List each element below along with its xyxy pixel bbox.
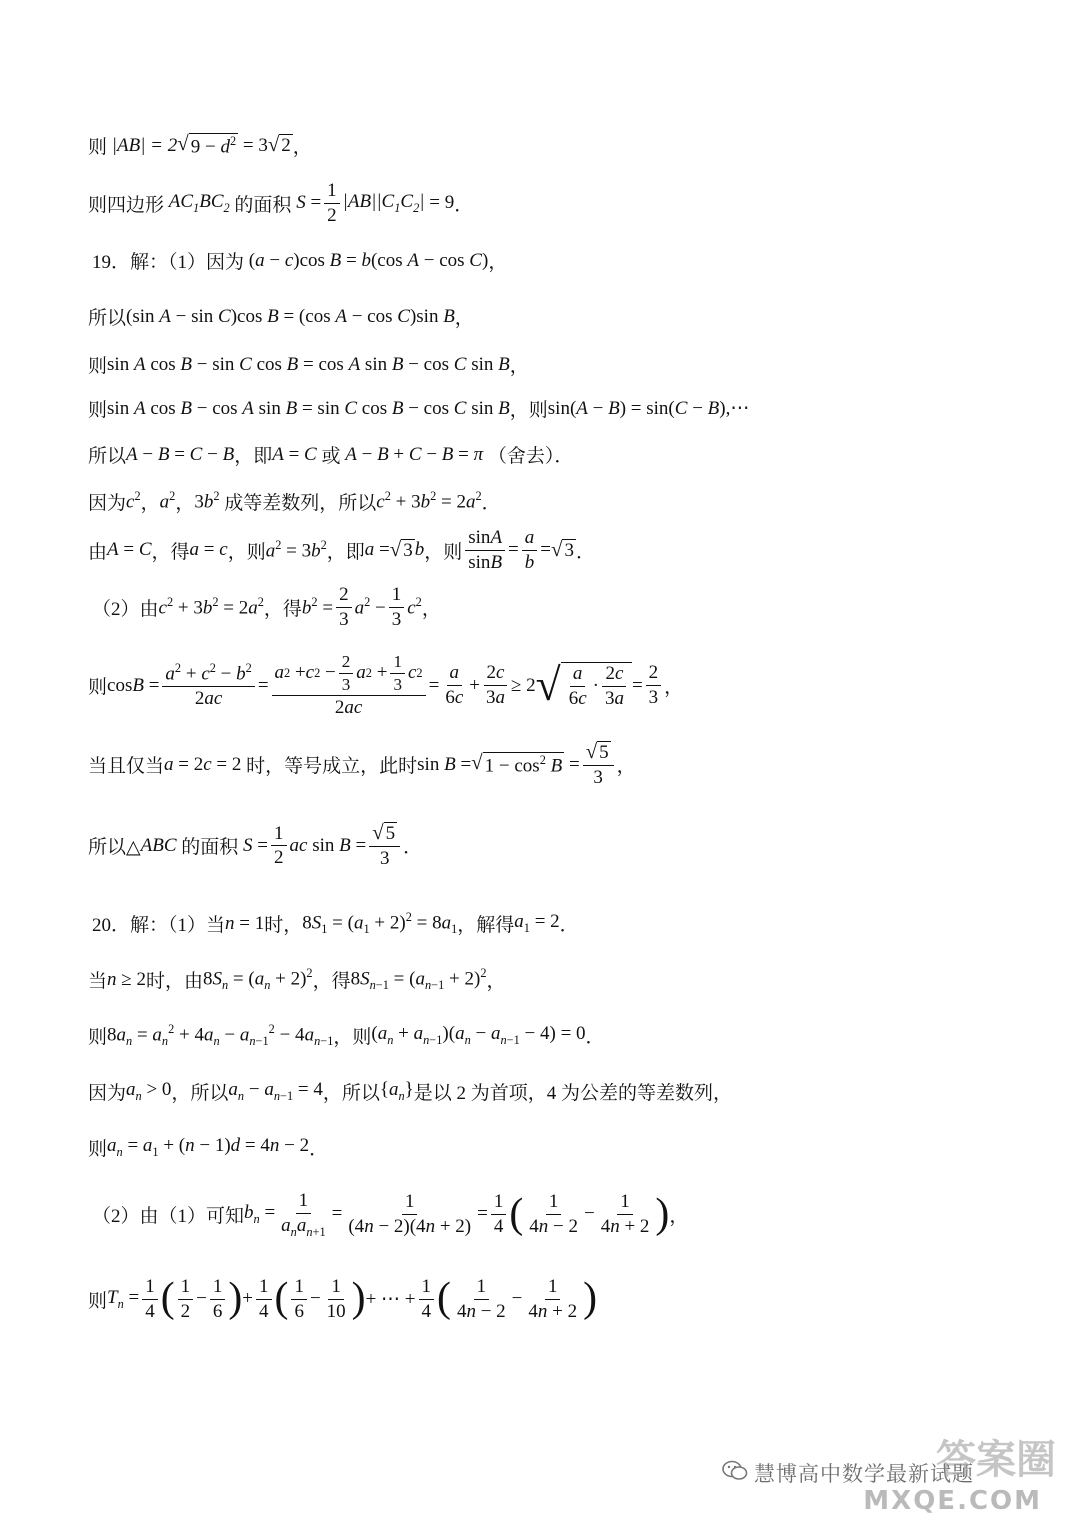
line-20-start (92, 910, 579, 937)
math: $c^2 + 3b^2 = 2a^2$ (158, 595, 264, 619)
math: ≥ 2 (510, 674, 536, 696)
math: (sin A − sin C)cos B = (cos A − cos C)sin B (126, 305, 455, 327)
text: ，所以 (322, 1083, 380, 1104)
math: $8S_1 = (a_1 + 2)^2 = 8a_1$ (302, 910, 458, 937)
math: $|AB||C_1C_2|$ (342, 190, 425, 215)
text: ， (488, 252, 508, 273)
math: sin(A − B) = sin(C − B) (547, 397, 726, 419)
line-8an (88, 1022, 605, 1049)
text: （2）由 (92, 598, 159, 620)
fraction: $\frac{2}{3}$ (336, 584, 352, 631)
math: − (583, 1203, 595, 1225)
math: $a^2 = 3b^2$ (265, 538, 327, 562)
fraction: $\frac{1}{4n + 2}$ (600, 1191, 650, 1237)
wechat-icon (722, 1460, 748, 1487)
text: 是以 2 为首项，4 为公差的等差数列， (413, 1083, 733, 1104)
fraction: $\frac{1}{4n - 2}$ (456, 1276, 506, 1322)
fraction: $\frac{a^2 + c^2 - b^2}{2ac}$ (162, 661, 254, 710)
math: $8a_n = a_n^2 + 4a_n - a_{n-1}^2 - 4a_{n-1}$ (107, 1022, 334, 1049)
paren: ( (274, 1275, 289, 1322)
text: 则 (88, 356, 108, 377)
text: ， (454, 308, 474, 329)
text: ，即 (326, 541, 365, 563)
fraction: $\frac{1}{4n - 2}$ (529, 1191, 578, 1237)
math: = 3 (238, 134, 268, 156)
line-bn (92, 1190, 688, 1239)
watermark-logo: 答案圈 (936, 1437, 1056, 1483)
text: ，则 (227, 541, 266, 563)
fraction: $\frac{1}{a_na_{n+1}}$ (281, 1190, 326, 1239)
fraction: a 2 + c 2 − $\frac{2}{3}$ a 2 + $\frac{1}{3}$ c 2 2ac (272, 652, 426, 719)
math: $3b^2$ (194, 489, 220, 513)
math: $a^2$ − (354, 595, 386, 619)
watermark-site: MXQE.COM (863, 1486, 1042, 1516)
text: 则 (88, 677, 108, 699)
paren: ) (655, 1190, 670, 1237)
math: = 9 (424, 192, 455, 214)
math: $c^2$ (126, 489, 141, 513)
fraction: $\frac{1}{10}$ (326, 1276, 346, 1322)
text: ，得 (312, 971, 351, 993)
text: ． (403, 837, 423, 859)
text: 的面积 (181, 837, 239, 859)
sqrt: √ 3 (550, 536, 574, 561)
text: 的面积 (234, 194, 292, 216)
math: |AB| = 2 (107, 134, 178, 156)
sqrt: √ $1 - \cos^2 B$ (471, 750, 563, 777)
paren: ( (160, 1275, 175, 1322)
line-a-eq-c (88, 441, 573, 468)
fraction: √ 5 3 (369, 822, 400, 870)
text: ， (509, 356, 529, 377)
paren: ( (437, 1275, 451, 1322)
math: $(a_n + a_{n-1})(a_n - a_{n-1} - 4) = 0$ (371, 1023, 586, 1047)
fraction: $\frac{1}{6}$ (291, 1276, 307, 1323)
fraction: $\frac{\sin A}{\sin B}$ (465, 527, 505, 574)
fraction: $\frac{1}{4}$ (491, 1191, 507, 1238)
line-tn (88, 1276, 597, 1323)
math: − (511, 1288, 523, 1310)
math: + (242, 1288, 254, 1310)
text: 则 (88, 400, 108, 421)
text: （舍去）． (487, 446, 574, 467)
math: $c^2$ (407, 595, 422, 619)
text: 19．解：（1）因为 (92, 252, 245, 273)
text: 所以 (88, 446, 127, 467)
math: + (469, 674, 480, 696)
math: A − B = C − B (126, 443, 235, 465)
math: $8S_n = (a_n + 2)^2$ (202, 966, 313, 993)
paren: ( (509, 1190, 524, 1237)
math: = (631, 674, 643, 696)
text: （2）由（1）可知 (92, 1205, 245, 1227)
math: − (196, 1288, 207, 1310)
fraction: $\frac{2c}{3a}$ (483, 662, 508, 709)
watermark-account: 慧博高中数学最新试题 (754, 1462, 974, 1486)
math: $8S_{n-1} = (a_{n-1} + 2)^2$ (350, 966, 487, 993)
text: ， (669, 1205, 689, 1227)
text: ． (309, 1139, 329, 1160)
text: ， (421, 598, 441, 620)
math: = (428, 674, 440, 696)
fraction: $\frac{2}{3}$ (646, 662, 662, 709)
line-cosb (88, 652, 683, 719)
math: (a − c)cos B = b(cos A − cos C) (244, 249, 489, 271)
text: ． (559, 915, 579, 937)
math: $T_n$ = (107, 1286, 140, 1311)
text: ． (481, 493, 501, 514)
paren: ) (228, 1275, 243, 1322)
math: S = (243, 834, 268, 856)
text: ，则 (424, 541, 463, 563)
math: $\{a_n\}$ (379, 1079, 414, 1103)
text: ，得 (263, 598, 302, 620)
line-diff (88, 1078, 732, 1105)
fraction: $\frac{1}{2}$ (271, 823, 287, 870)
fraction: $\frac{1}{(4n - 2)(4n + 2)}$ (348, 1191, 472, 1237)
text: ． (585, 1027, 605, 1049)
math: A = C (272, 443, 317, 465)
math: n = 1 (225, 912, 265, 934)
line-arith-seq (88, 488, 501, 515)
line-quad-area (88, 180, 473, 227)
math: + ⋯ + (365, 1288, 416, 1310)
math: S (291, 192, 306, 214)
math: cosB = (107, 674, 160, 696)
text: 20．解：（1）当 (92, 915, 226, 937)
fraction: $\frac{1}{4}$ (419, 1276, 435, 1323)
math: = (477, 1203, 488, 1225)
math: ac sin B = (289, 834, 367, 856)
text: ， (175, 493, 195, 514)
math: $a^2$ (159, 489, 176, 513)
text: ，即 (234, 446, 273, 467)
text: 则 (88, 1290, 108, 1312)
fraction: $\frac{1}{2}$ (324, 180, 340, 227)
math: a = 2c = 2 (164, 753, 247, 775)
paren: ) (351, 1275, 366, 1322)
text: ． (454, 194, 474, 216)
math: $a_1 = 2$ (514, 911, 560, 935)
fraction: $\frac{1}{4}$ (142, 1276, 158, 1323)
line-ratio (88, 527, 595, 574)
math: $a_n > 0$ (126, 1079, 172, 1103)
watermark (722, 1428, 1062, 1518)
fraction: $\frac{a}{6c}$ (445, 662, 464, 709)
text: ， (616, 756, 636, 778)
line-rearrange (88, 395, 749, 422)
text: ， (140, 493, 160, 514)
text: 所以 (88, 308, 127, 329)
math: ABC (140, 834, 182, 856)
text: 时， (264, 915, 303, 937)
text: 则四边形 (88, 194, 165, 216)
math: $b_n$ = (244, 1202, 276, 1226)
math: $b^2$ = (301, 595, 334, 619)
sqrt: √ $9 - d^2$ (177, 130, 237, 158)
math: = (257, 674, 269, 696)
text: 因为 (88, 1083, 127, 1104)
text: ，得 (151, 541, 190, 563)
text: ， (664, 677, 684, 699)
math: = (564, 753, 580, 775)
text: 成等差数列，所以 (224, 493, 377, 514)
math: $a_n - a_{n-1} = 4$ (228, 1079, 323, 1103)
text: ，则 (509, 400, 548, 421)
math: A − B + C − B = π (345, 443, 484, 465)
text: ，解得 (457, 915, 515, 937)
math: a = (364, 539, 390, 561)
text: ． (575, 541, 595, 563)
text: 时，等号成立，此时 (246, 756, 418, 778)
math: $AC_1BC_2$ (164, 190, 230, 215)
line-general-term (88, 1134, 328, 1161)
text: 则 (88, 137, 108, 158)
math: sin A cos B − cos A sin B = sin C cos B − cos C sin B (107, 397, 510, 419)
line-equality (88, 741, 636, 789)
sqrt: √ $\frac{a}{6c}$ · $\frac{2c}{3a}$ (536, 662, 632, 710)
text: ，则 (333, 1027, 372, 1049)
text: 由 (88, 541, 108, 563)
line-n-ge-2 (88, 966, 506, 993)
math: a = c (189, 539, 228, 561)
text: 因为 (88, 493, 127, 514)
math: b (414, 539, 425, 561)
text: 所以△ (88, 837, 141, 859)
math: $c^2 + 3b^2 = 2a^2$ (376, 489, 482, 513)
fraction: $\frac{1}{2}$ (178, 1276, 194, 1323)
text: 时，由 (145, 971, 203, 993)
text: 则 (88, 1139, 108, 1160)
fraction: $\frac{1}{4n + 2}$ (528, 1276, 578, 1322)
sqrt: √ 3 (389, 536, 413, 561)
text: 或 (321, 446, 341, 467)
math: = (508, 539, 519, 561)
line-sin-form (88, 303, 474, 330)
fraction: $\frac{1}{6}$ (210, 1276, 226, 1323)
math: A = C (107, 539, 152, 561)
line-ab-length (88, 132, 312, 159)
math: = (305, 192, 322, 214)
math: sin A cos B − sin C cos B = cos A sin B − cos C sin B (107, 353, 510, 375)
text: 当且仅当 (88, 756, 165, 778)
math: = (331, 1203, 343, 1225)
text: ,⋯ (725, 398, 750, 419)
paren: ) (583, 1275, 598, 1322)
text: ， (292, 137, 312, 158)
math: − (309, 1288, 321, 1310)
fraction: $\frac{a}{b}$ (522, 527, 538, 574)
math: $a_n = a_1 + (n - 1)d = 4n - 2$ (107, 1135, 310, 1159)
math: sin B = (417, 753, 472, 775)
math: = (540, 539, 551, 561)
math: n ≥ 2 (107, 968, 146, 990)
line-part2-start (92, 584, 441, 631)
text: ，所以 (171, 1083, 229, 1104)
line-expand (88, 351, 529, 378)
fraction: $\frac{1}{3}$ (389, 584, 405, 631)
line-triangle-area (88, 822, 422, 870)
text: 当 (88, 971, 108, 993)
sqrt: √ 2 (267, 132, 291, 156)
fraction: $\frac{1}{4}$ (256, 1276, 272, 1323)
fraction: √ 5 3 (583, 741, 614, 789)
line-19-start (92, 247, 507, 274)
text: ， (486, 971, 506, 993)
text: 则 (88, 1027, 108, 1049)
